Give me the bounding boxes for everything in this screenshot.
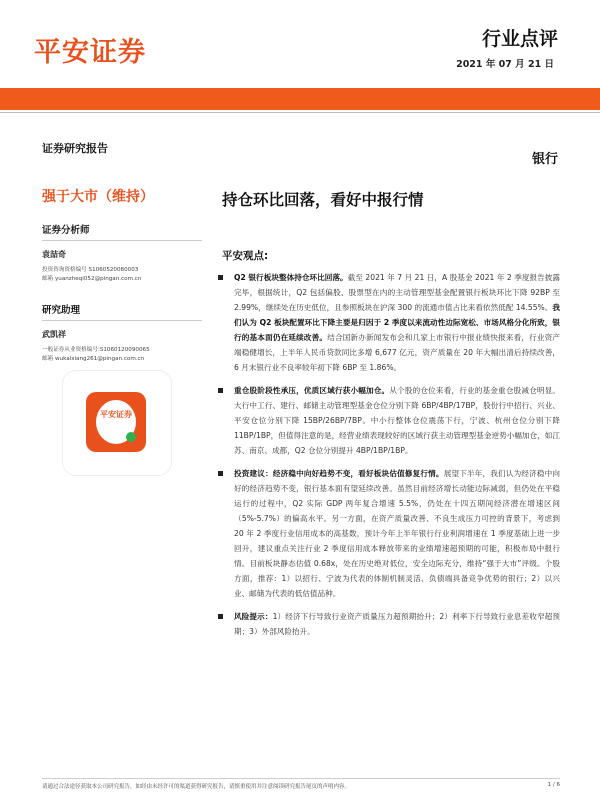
header-band bbox=[0, 88, 600, 110]
square-bullet-icon bbox=[218, 275, 223, 280]
assistant-email[interactable]: 邮箱 wukaixiang261@pingan.com.cn bbox=[42, 356, 145, 362]
square-bullet-icon bbox=[218, 471, 223, 476]
square-bullet-icon bbox=[218, 388, 223, 393]
stamp-text: 平安证券 bbox=[100, 410, 132, 419]
company-stamp bbox=[86, 392, 146, 452]
square-bullet-icon bbox=[218, 614, 223, 619]
left-column bbox=[42, 140, 202, 206]
assistant-name: 武凯祥 bbox=[42, 330, 66, 339]
analyst-email[interactable]: 邮箱 yuanzheqi052@pingan.com.cn bbox=[42, 276, 142, 282]
footer bbox=[42, 782, 560, 790]
bullet-position: Q2 银行板块整体持仓环比回落。截至 2021 年 7 月 21 日，A 股基金 2021 年 2 季度报告披露完毕，根据统计，Q2 包括偏股、股票型在内的主动管理型基金配置银行板块环比下降 92BP 至 2.99%，继续处在历史低位，且参照板块在沪深 300 的流通市值占比来看依然低配 14.55%。我们认为 Q2 板块配置环比下降主要是归因于 2 季度以来流动性边际宽松、市场风格分化所致，银行的基本面仍在延续改善。结合国新办新闻发布会和几家上市银行中报业绩快报来看，行业资产端稳健增长，上半年人民币贷款同比多增 6,677 亿元，资产质量在 20 年大幅出清后持续改善，6 月末银行业不良率较年初下降 6BP 至 1.86%。 bbox=[218, 270, 560, 375]
industry-rating: 强于大市（维持） bbox=[42, 189, 154, 205]
header-divider bbox=[0, 112, 600, 113]
company-logo: 平安证券 bbox=[34, 37, 146, 68]
document-type: 行业点评 bbox=[481, 28, 558, 50]
analyst-heading: 证券分析师 bbox=[42, 222, 202, 241]
analyst-name: 袁喆奇 bbox=[42, 250, 66, 259]
analyst-section bbox=[42, 222, 202, 284]
headline: 持仓环比回落，看好中报行情 bbox=[222, 191, 424, 209]
page-number: 1 / 6 bbox=[547, 782, 560, 788]
bullet-investment: 投资建议：经济稳中向好趋势不变，看好板块估值修复行情。展望下半年，我们认为经济稳中向好的经济趋势不变，银行基本面有望延续改善。虽然目前经济增长动能边际减弱，但仍处在平稳运行的过程中，Q2 实际 GDP 两年复合增速 5.5%，仍处在十四五期间经济潜在增速区间（5%-5.7%）的偏高水平。另一方面，在资产质量改善、不良生成压力可控的背景下，考虑到 20 年 2 季度行业信用成本的高基数，预计今年上半年银行行业利润增速在 1 季度基础上进一步回升，建议重点关注行业 2 季度信用成本释放带来的业绩增速超预期的可能，积极布局中报行情。目前板块静态估值 0.68x，处在历史绝对低位，安全边际充分，维持“强于大市”评级。个股方面，推荐：1）以招行、宁波为代表的体制机制灵活、负债端具备竞争优势的银行；2）以兴业、邮储为代表的低估值品种。 bbox=[218, 466, 560, 601]
bullet-risk: 风险提示：1）经济下行导致行业资产质量压力超预期抬升；2）利率下行导致行业息差收窄超预期；3）外部风险抬升。 bbox=[218, 609, 560, 639]
footer-divider bbox=[42, 778, 560, 779]
leaf-icon bbox=[126, 432, 136, 442]
industry-label: 银行 bbox=[531, 152, 558, 167]
assistant-cert: 一般证券从业资格编号:S1060120090065 bbox=[42, 347, 150, 353]
report-kind: 证券研究报告 bbox=[42, 142, 108, 155]
footer-disclaimer: 请通过合法途径获取本公司研究报告，如经由未经许可的渠道获得研究报告，请慎重使用并注意阅读研究报告尾页的声明内容。 bbox=[42, 784, 351, 790]
assistant-section bbox=[42, 302, 202, 364]
viewpoint-list bbox=[218, 270, 560, 647]
report-date: 2021 年 07 月 21 日 bbox=[456, 59, 554, 70]
viewpoint-heading: 平安观点: bbox=[222, 250, 269, 262]
analyst-cert: 投资咨询资格编号 S1060520080003 bbox=[42, 267, 139, 273]
assistant-heading: 研究助理 bbox=[42, 302, 202, 321]
bullet-holdings: 重仓股阶段性承压，优质区域行获小幅加仓。从个股的仓位来看，行业的基金重仓股减仓明显。大行中工行、建行、邮储主动管理型基金仓位分别下降 6BP/4BP/17BP，股份行中招行、兴业、平安仓位分别下降 15BP/26BP/7BP。中小行整体仓位震荡下行，宁波、杭州仓位分别下降 11BP/1BP，但值得注意的是，经营业绩表现较好的区域行获主动管理型基金逆势小幅加仓，如江苏、南京、成都，Q2 仓位分别提升 4BP/1BP/1BP。 bbox=[218, 383, 560, 458]
